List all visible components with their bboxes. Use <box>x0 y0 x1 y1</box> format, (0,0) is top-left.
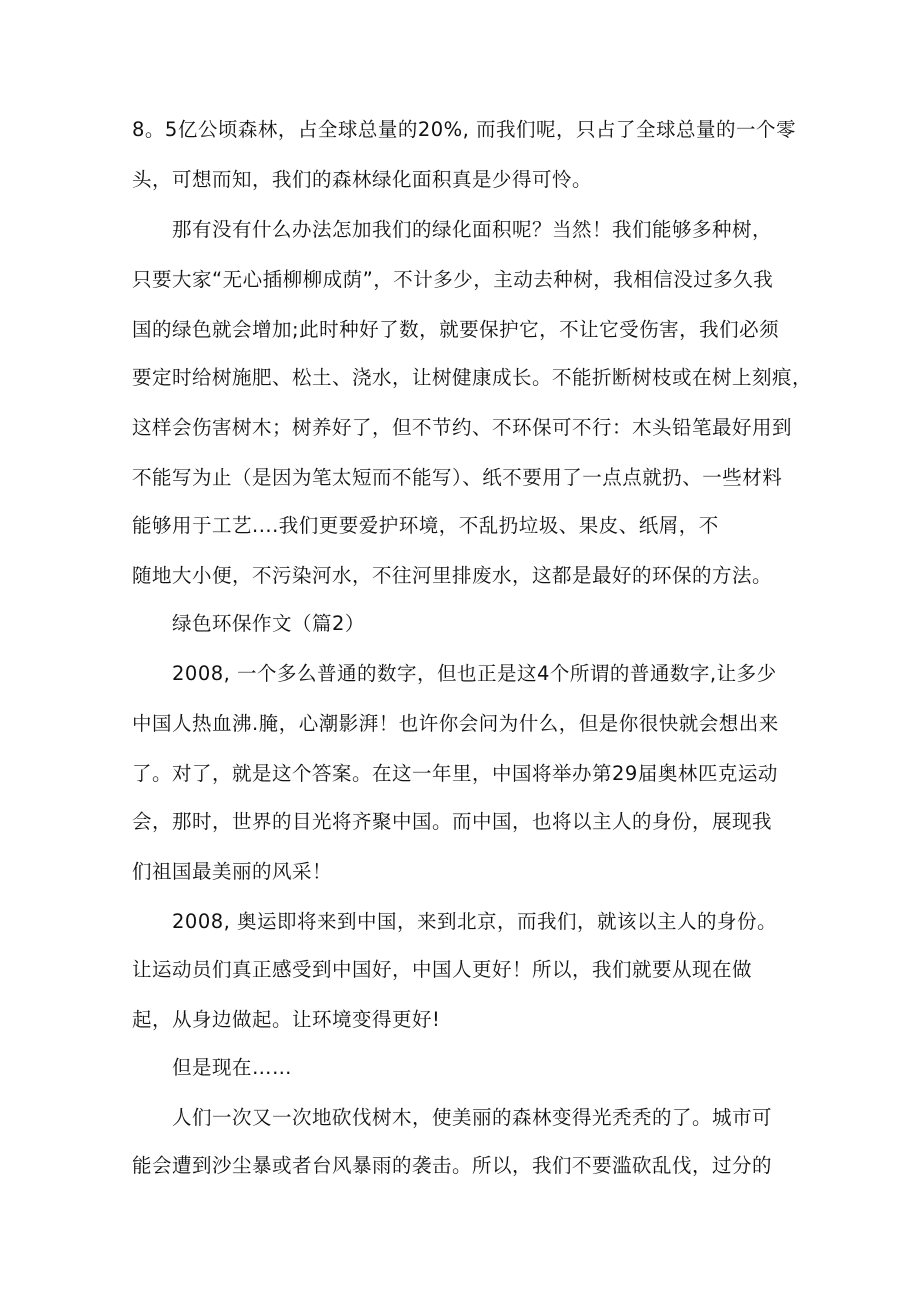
text-line: 2008, 奥运即将来到中国，来到北京，而我们，就该以主人的身份。 <box>172 910 778 933</box>
text-line: 头，可想而知，我们的森林绿化面积真是少得可怜。 <box>132 168 593 191</box>
text-line: 中国人热血沸.腌，心潮影湃！也许你会问为什么，但是你很快就会想出来 <box>132 712 779 735</box>
text-line: 不能写为止（是因为笔太短而不能写）、纸不要用了一点点就扔、一些材料 <box>132 466 783 489</box>
text-line: 要定时给树施肥、松土、浇水，让树健康成长。不能折断树枝或在树上刻痕， <box>132 366 813 389</box>
text-line: 这样会伤害树木；树养好了，但不节约、不环保可不行：木头铅笔最好用到 <box>132 416 793 439</box>
text-line: 人们一次又一次地砍伐树木，使美丽的森林变得光秃秃的了。城市可 <box>172 1106 773 1129</box>
text-line: 随地大小便，不污染河水，不往河里排废水，这都是最好的环保的方法。 <box>132 564 773 587</box>
text-line: 能够用于工艺....我们更要爱护环境，不乱扔垃圾、果皮、纸屑，不 <box>132 514 719 537</box>
section-heading: 绿色环保作文（篇2） <box>172 612 365 635</box>
text-line: 只要大家“无心插柳柳成荫”，不计多少，主动去种树，我相信没过多久我 <box>132 268 774 291</box>
text-line: 8。5亿公顷森林，占全球总量的20%, 而我们呢，只占了全球总量的一个零 <box>132 118 797 141</box>
text-line: 起，从身边做起。让环境变得更好! <box>132 1008 441 1031</box>
text-line: 能会遭到沙尘暴或者台风暴雨的袭击。所以，我们不要滥砍乱伐，过分的 <box>132 1154 773 1177</box>
text-line: 但是现在…… <box>172 1056 293 1079</box>
text-line: 们祖国最美丽的风采！ <box>132 860 333 883</box>
text-line: 会，那时，世界的目光将齐聚中国。而中国，也将以主人的身份，展现我 <box>132 810 773 833</box>
text-line: 让运动员们真正感受到中国好，中国人更好！所以，我们就要从现在做 <box>132 958 753 981</box>
text-line: 那有没有什么办法怎加我们的绿化面积呢？当然！我们能够多种树， <box>172 218 773 241</box>
text-line: 了。对了，就是这个答案。在这一年里，中国将举办第29届奥林匹克运动 <box>132 762 778 785</box>
text-line: 国的绿色就会增加;此时种好了数，就要保护它，不让它受伤害，我们必须 <box>132 318 780 341</box>
text-line: 2008, 一个多么普通的数字，但也正是这4个所谓的普通数字,让多少 <box>172 662 777 685</box>
